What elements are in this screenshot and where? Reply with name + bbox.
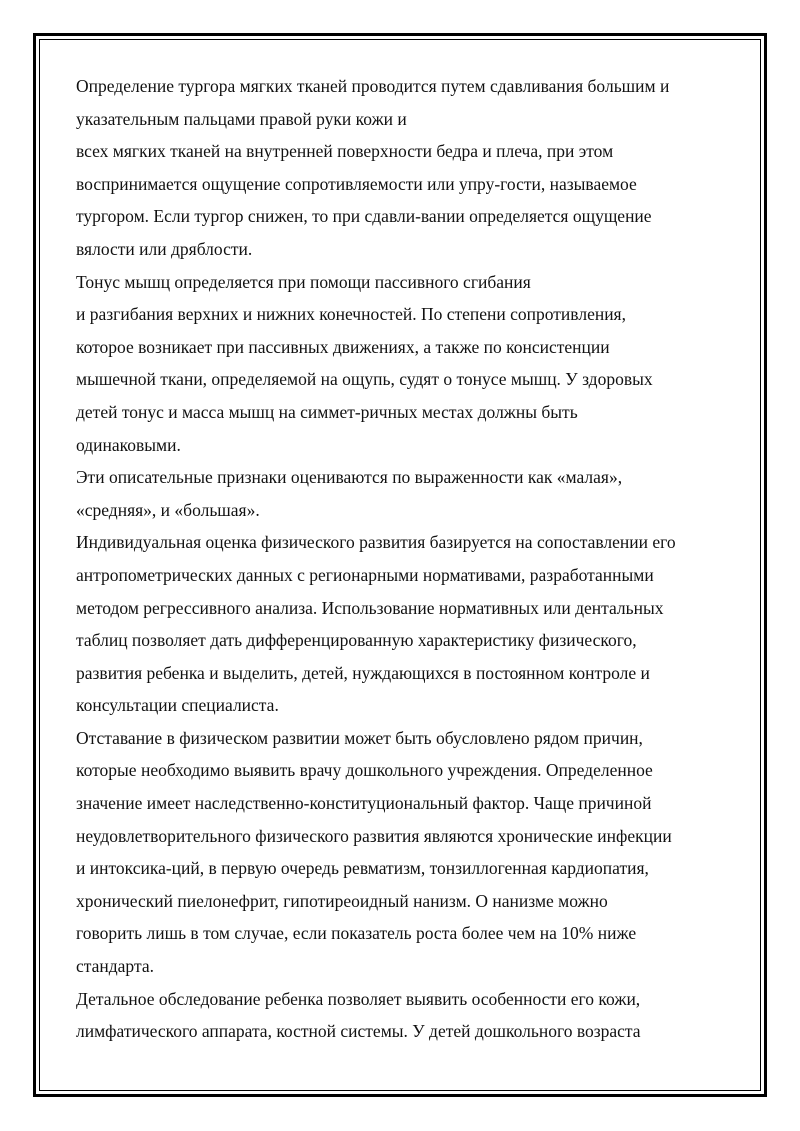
text-line: консультации специалиста. bbox=[76, 695, 279, 716]
text-line: мышечной ткани, определяемой на ощупь, судят о тонусе мышц. У здоровых bbox=[76, 369, 653, 390]
text-line: «средняя», и «большая». bbox=[76, 499, 260, 520]
text-line: Детальное обследование ребенка позволяет выявить особенности его кожи, bbox=[76, 988, 641, 1009]
text-line: методом регрессивного анализа. Использование нормативных или дентальных bbox=[76, 597, 664, 618]
text-line: хронический пиелонефрит, гипотиреоидный нанизм. О нанизме можно bbox=[76, 890, 608, 911]
text-line: лимфатического аппарата, костной системы. У детей дошкольного возраста bbox=[76, 1021, 641, 1042]
text-line: антропометрических данных с регионарными нормативами, разработанными bbox=[76, 564, 654, 585]
text-line: указательным пальцами правой руки кожи и bbox=[76, 108, 407, 129]
text-line: Тонус мышц определяется при помощи пассивного сгибания bbox=[76, 271, 531, 292]
text-line: и разгибания верхних и нижних конечностей. По степени сопротивления, bbox=[76, 304, 626, 325]
text-line: стандарта. bbox=[76, 956, 154, 977]
document-body bbox=[76, 70, 736, 1048]
text-line: одинаковыми. bbox=[76, 434, 181, 455]
text-line: Эти описательные признаки оцениваются по выраженности как «малая», bbox=[76, 467, 623, 488]
text-line: вялости или дряблости. bbox=[76, 238, 253, 259]
text-line: развития ребенка и выделить, детей, нуждающихся в постоянном контроле и bbox=[76, 662, 650, 683]
text-line: Индивидуальная оценка физического развития базируется на сопоставлении его bbox=[76, 532, 676, 553]
text-line: Определение тургора мягких тканей проводится путем сдавливания большим и bbox=[76, 76, 670, 96]
text-line: которое возникает при пассивных движениях, а также по консистенции bbox=[76, 336, 610, 357]
text-line: неудовлетворительного физического развития являются хронические инфекции bbox=[76, 825, 672, 846]
text-line: и интоксика-ций, в первую очередь ревматизм, тонзиллогенная кардиопатия, bbox=[76, 858, 649, 879]
text-line: Отставание в физическом развитии может быть обусловлено рядом причин, bbox=[76, 727, 643, 748]
text-line: детей тонус и масса мышц на симмет-ричных местах должны быть bbox=[76, 401, 578, 422]
text-line: всех мягких тканей на внутренней поверхности бедра и плеча, при этом bbox=[76, 141, 614, 162]
text-line: тургором. Если тургор снижен, то при сдавли-вании определяется ощущение bbox=[76, 206, 652, 227]
text-line: которые необходимо выявить врачу дошкольного учреждения. Определенное bbox=[76, 760, 653, 781]
text-line: говорить лишь в том случае, если показатель роста более чем на 10% ниже bbox=[76, 923, 637, 944]
text-line: таблиц позволяет дать дифференцированную характеристику физического, bbox=[76, 630, 637, 651]
text-line: воспринимается ощущение сопротивляемости или упру-гости, называемое bbox=[76, 173, 637, 194]
text-line: значение имеет наследственно-конституциональный фактор. Чаще причиной bbox=[76, 793, 652, 814]
